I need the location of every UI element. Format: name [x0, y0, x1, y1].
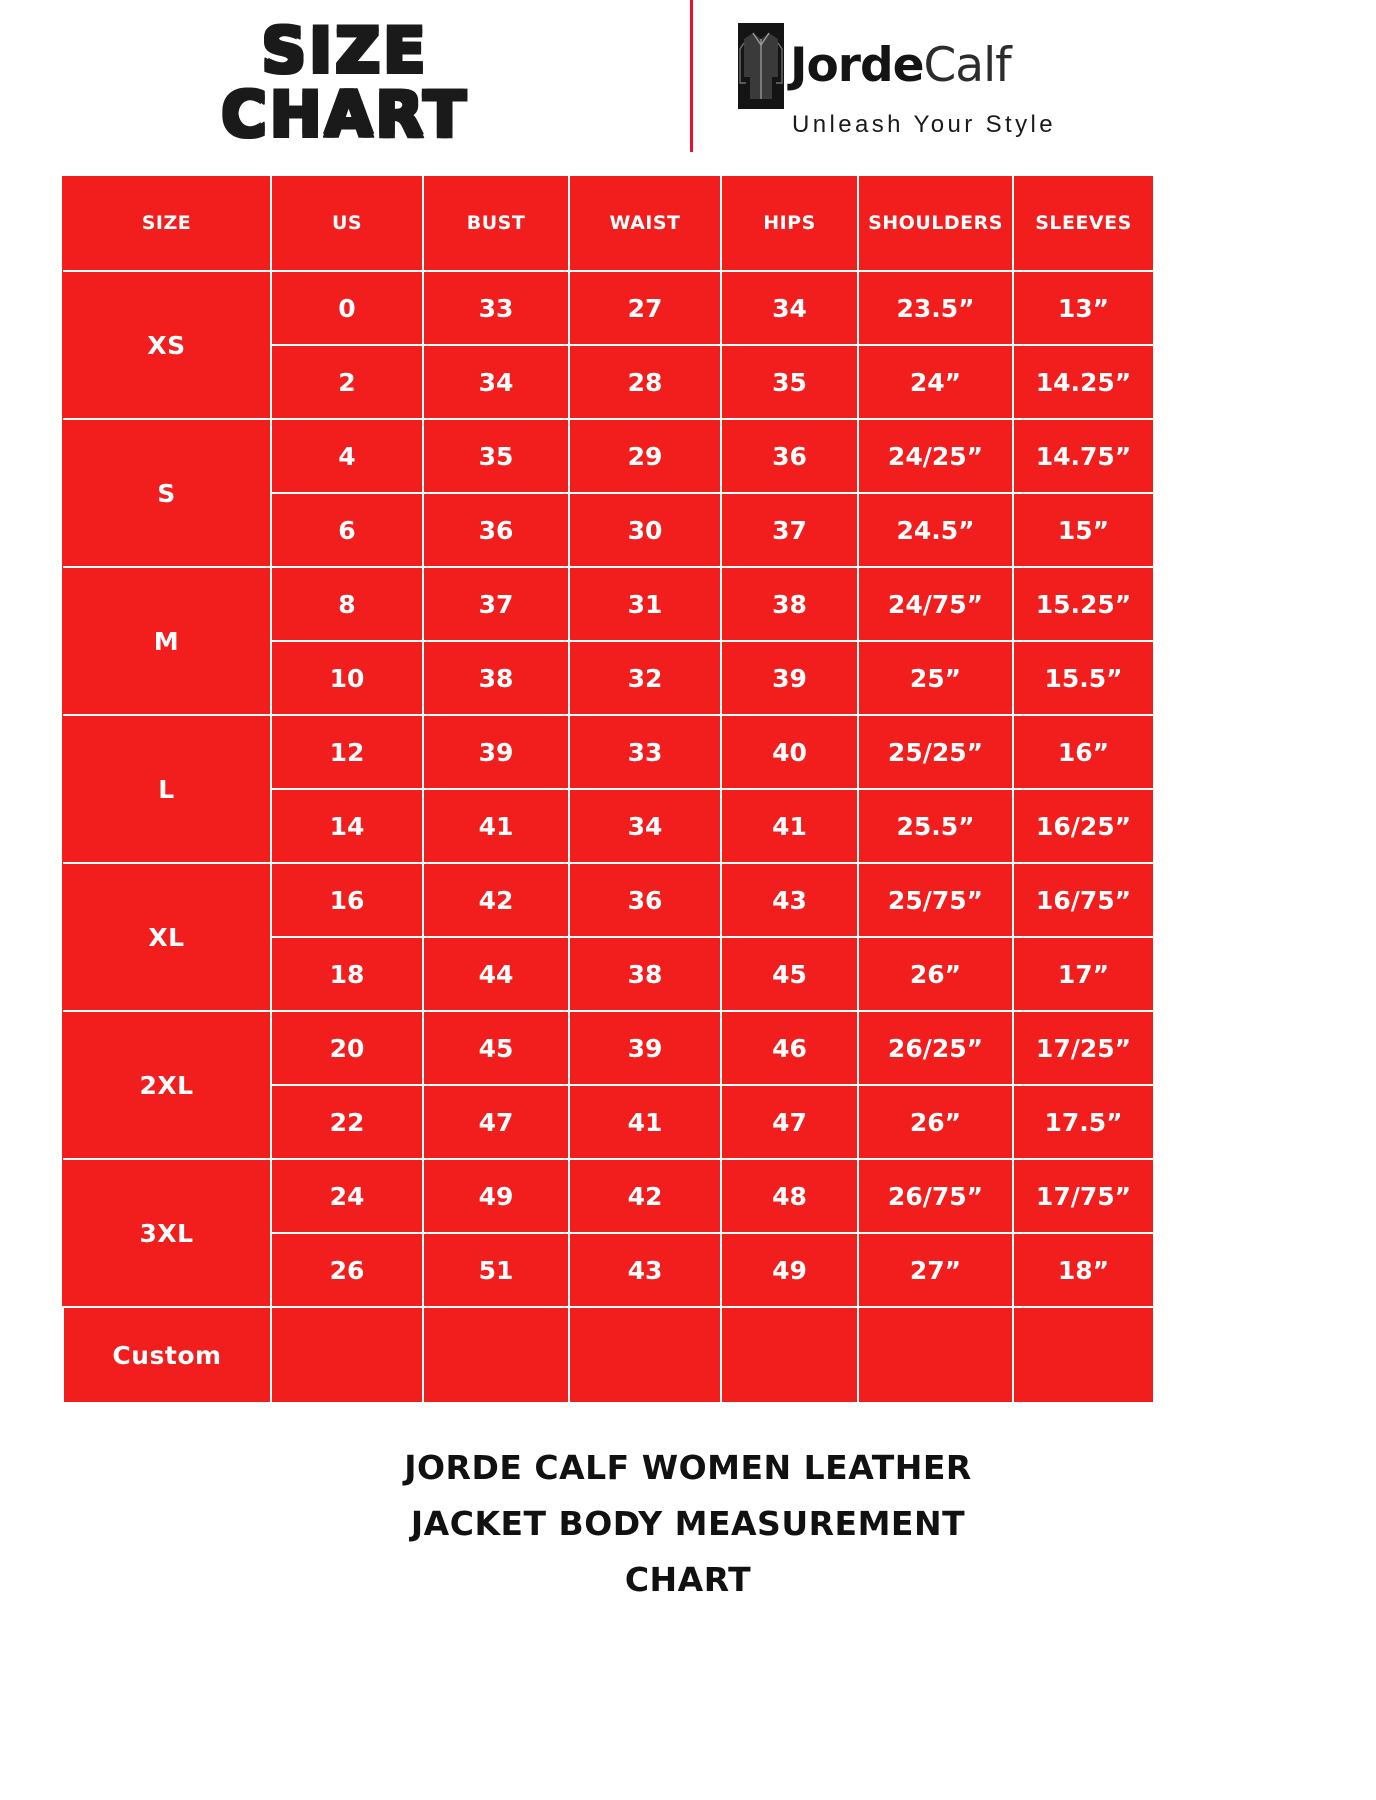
cell-bust: 49 [423, 1159, 569, 1233]
cell-shoulders: 26/25” [858, 1011, 1013, 1085]
cell-hips: 47 [721, 1085, 858, 1159]
cell-shoulders: 26/75” [858, 1159, 1013, 1233]
footer-line-3: CHART [624, 1560, 752, 1599]
brand-tagline: Unleash Your Style [792, 111, 1057, 138]
cell-hips: 49 [721, 1233, 858, 1307]
size-label-cell: M [63, 567, 271, 715]
cell-waist: 28 [569, 345, 721, 419]
table-row [63, 1011, 1153, 1085]
column-header-waist: WAIST [569, 176, 721, 271]
cell-hips: 43 [721, 863, 858, 937]
cell-bust: 34 [423, 345, 569, 419]
cell-hips-custom[interactable] [721, 1307, 858, 1402]
cell-bust: 41 [423, 789, 569, 863]
cell-hips: 48 [721, 1159, 858, 1233]
cell-shoulders: 27” [858, 1233, 1013, 1307]
cell-waist: 36 [569, 863, 721, 937]
cell-waist: 43 [569, 1233, 721, 1307]
size-label-cell-custom: Custom [63, 1307, 271, 1402]
cell-shoulders: 24/25” [858, 419, 1013, 493]
table-row [63, 1159, 1153, 1233]
table-header [63, 176, 1153, 271]
cell-shoulders: 24.5” [858, 493, 1013, 567]
cell-shoulders: 24” [858, 345, 1013, 419]
cell-sleeves: 17/25” [1013, 1011, 1153, 1085]
cell-waist: 38 [569, 937, 721, 1011]
footer-line-1: JORDE CALF WOMEN LEATHER [404, 1448, 972, 1487]
column-header-size: SIZE [63, 176, 271, 271]
cell-us-custom[interactable] [271, 1307, 423, 1402]
cell-shoulders: 26” [858, 937, 1013, 1011]
brand-name-bold: Jorde [790, 38, 924, 93]
cell-sleeves: 18” [1013, 1233, 1153, 1307]
cell-sleeves: 17/75” [1013, 1159, 1153, 1233]
column-header-us: US [271, 176, 423, 271]
size-label-cell: 2XL [63, 1011, 271, 1159]
table-row [63, 715, 1153, 789]
column-header-bust: BUST [423, 176, 569, 271]
cell-waist: 30 [569, 493, 721, 567]
cell-hips: 36 [721, 419, 858, 493]
cell-us: 22 [271, 1085, 423, 1159]
title-line-1: SIZE [261, 14, 429, 87]
cell-bust: 35 [423, 419, 569, 493]
cell-hips: 34 [721, 271, 858, 345]
cell-sleeves: 14.75” [1013, 419, 1153, 493]
cell-us: 10 [271, 641, 423, 715]
footer-caption [0, 1440, 1376, 1608]
cell-shoulders: 23.5” [858, 271, 1013, 345]
cell-sleeves: 13” [1013, 271, 1153, 345]
cell-waist: 34 [569, 789, 721, 863]
size-label-cell: 3XL [63, 1159, 271, 1307]
cell-sleeves: 16/25” [1013, 789, 1153, 863]
table-header-row [63, 176, 1153, 271]
footer-line-2: JACKET BODY MEASUREMENT [410, 1504, 966, 1543]
cell-hips: 35 [721, 345, 858, 419]
cell-sleeves: 14.25” [1013, 345, 1153, 419]
cell-sleeves: 15.5” [1013, 641, 1153, 715]
cell-shoulders: 26” [858, 1085, 1013, 1159]
size-label-cell: S [63, 419, 271, 567]
cell-us: 6 [271, 493, 423, 567]
table-row [63, 419, 1153, 493]
column-header-shoulders: SHOULDERS [858, 176, 1013, 271]
cell-sleeves: 16/75” [1013, 863, 1153, 937]
cell-us: 12 [271, 715, 423, 789]
title-line-2: CHART [221, 78, 469, 151]
cell-sleeves: 17.5” [1013, 1085, 1153, 1159]
size-chart-table [62, 176, 1153, 1402]
cell-shoulders: 25/25” [858, 715, 1013, 789]
cell-bust: 42 [423, 863, 569, 937]
cell-waist: 42 [569, 1159, 721, 1233]
cell-shoulders: 25/75” [858, 863, 1013, 937]
cell-waist: 29 [569, 419, 721, 493]
cell-bust: 47 [423, 1085, 569, 1159]
cell-us: 16 [271, 863, 423, 937]
cell-sleeves: 17” [1013, 937, 1153, 1011]
size-label-cell: XL [63, 863, 271, 1011]
cell-bust-custom[interactable] [423, 1307, 569, 1402]
table-row [63, 271, 1153, 345]
cell-sleeves: 16” [1013, 715, 1153, 789]
cell-waist: 41 [569, 1085, 721, 1159]
cell-bust: 33 [423, 271, 569, 345]
cell-bust: 37 [423, 567, 569, 641]
cell-us: 20 [271, 1011, 423, 1085]
table-row-custom [63, 1307, 1153, 1402]
cell-bust: 44 [423, 937, 569, 1011]
cell-bust: 38 [423, 641, 569, 715]
cell-waist: 39 [569, 1011, 721, 1085]
size-label-cell: L [63, 715, 271, 863]
table-row [63, 567, 1153, 641]
cell-us: 8 [271, 567, 423, 641]
cell-us: 14 [271, 789, 423, 863]
cell-us: 0 [271, 271, 423, 345]
brand-wordmark [790, 38, 1011, 93]
cell-waist: 31 [569, 567, 721, 641]
cell-us: 24 [271, 1159, 423, 1233]
cell-sleeves: 15” [1013, 493, 1153, 567]
cell-sleeves-custom[interactable] [1013, 1307, 1153, 1402]
cell-bust: 36 [423, 493, 569, 567]
leather-jacket-icon [738, 23, 790, 109]
cell-hips: 46 [721, 1011, 858, 1085]
page-header [0, 0, 1376, 162]
table-row [63, 863, 1153, 937]
cell-us: 18 [271, 937, 423, 1011]
cell-us: 2 [271, 345, 423, 419]
table-body [63, 271, 1153, 1402]
cell-hips: 38 [721, 567, 858, 641]
cell-hips: 45 [721, 937, 858, 1011]
size-label-cell: XS [63, 271, 271, 419]
cell-us: 4 [271, 419, 423, 493]
cell-hips: 41 [721, 789, 858, 863]
cell-shoulders: 25” [858, 641, 1013, 715]
cell-hips: 39 [721, 641, 858, 715]
size-chart-table-wrapper [62, 176, 1152, 1402]
cell-waist: 33 [569, 715, 721, 789]
cell-shoulders-custom[interactable] [858, 1307, 1013, 1402]
cell-bust: 39 [423, 715, 569, 789]
cell-us: 26 [271, 1233, 423, 1307]
cell-waist: 27 [569, 271, 721, 345]
header-divider [690, 0, 693, 152]
brand-logo [690, 0, 1376, 162]
cell-sleeves: 15.25” [1013, 567, 1153, 641]
cell-shoulders: 24/75” [858, 567, 1013, 641]
cell-bust: 51 [423, 1233, 569, 1307]
cell-waist: 32 [569, 641, 721, 715]
cell-shoulders: 25.5” [858, 789, 1013, 863]
cell-hips: 37 [721, 493, 858, 567]
cell-hips: 40 [721, 715, 858, 789]
size-chart-title [0, 0, 690, 162]
cell-bust: 45 [423, 1011, 569, 1085]
column-header-sleeves: SLEEVES [1013, 176, 1153, 271]
cell-waist-custom[interactable] [569, 1307, 721, 1402]
column-header-hips: HIPS [721, 176, 858, 271]
brand-name-light: Calf [923, 38, 1011, 93]
